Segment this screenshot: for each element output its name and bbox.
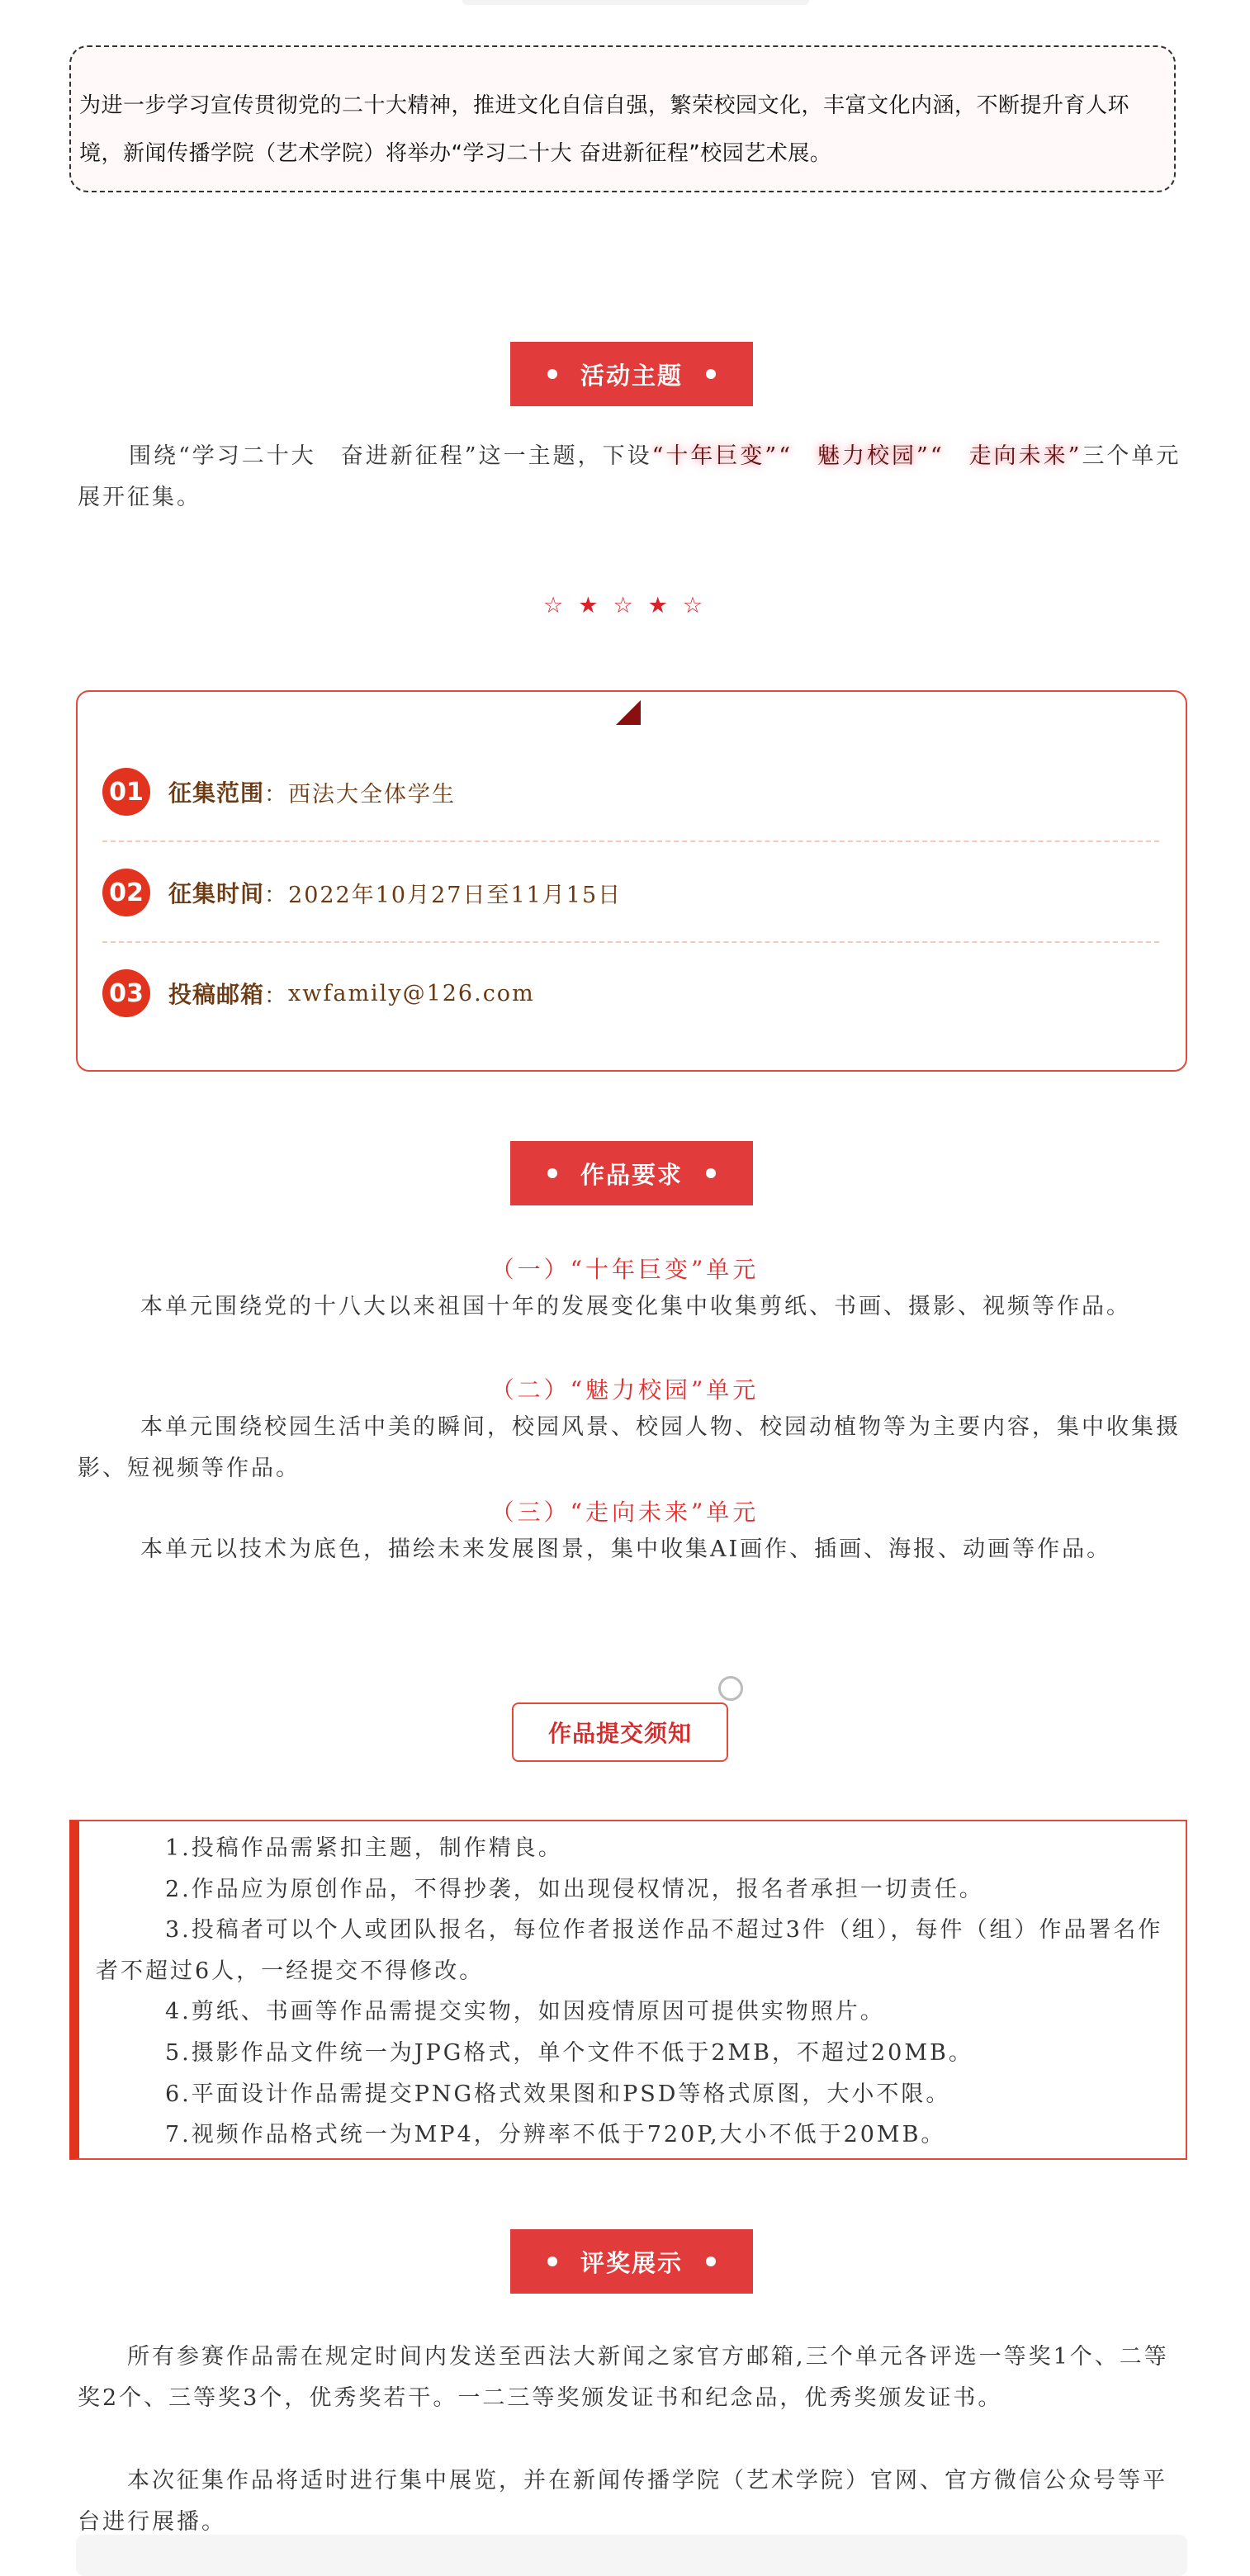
- theme-heading-label: 活动主题: [580, 361, 683, 390]
- rule-item: 1.投稿作品需紧扣主题，制作精良。: [165, 1835, 563, 1861]
- info-label: 征集范围: [168, 779, 265, 807]
- theme-heading: [510, 342, 753, 406]
- corner-triangle-icon: [616, 700, 641, 725]
- rules-box: [69, 1820, 1187, 2160]
- info-sep: ：: [264, 882, 289, 908]
- rule-item: 7.视频作品格式统一为MP4，分辨率不低于720P,大小不低于20MB。: [165, 2122, 946, 2148]
- dot-icon: [706, 2256, 716, 2266]
- unit-title: （三）“走向未来”单元: [490, 1499, 760, 1526]
- info-value: 2022年10月27日至11月15日: [288, 882, 623, 908]
- star-outline-icon: ☆: [543, 593, 564, 618]
- rule-item: 2.作品应为原创作品，不得抄袭，如出现侵权情况，报名者承担一切责任。: [165, 1876, 984, 1902]
- info-value: 西法大全体学生: [288, 781, 457, 807]
- dot-icon: [547, 369, 557, 379]
- number-badge: 03: [102, 969, 150, 1017]
- star-filled-icon: ★: [578, 593, 599, 618]
- info-label: 征集时间: [168, 880, 265, 907]
- top-divider: [462, 0, 809, 5]
- awards-heading-label: 评奖展示: [580, 2248, 683, 2277]
- rule-item: 3.投稿者可以个人或团队报名，每位作者报送作品不超过3件（组），每件（组）作品署名作者不超过6人，一经提交不得修改。: [96, 1917, 1163, 1984]
- dashed-divider: [102, 841, 1159, 842]
- dashed-divider: [102, 941, 1159, 943]
- awards-heading: [510, 2229, 753, 2294]
- star-divider: [543, 593, 703, 618]
- unit-text: 本单元围绕校园生活中美的瞬间，校园风景、校园人物、校园动植物等为主要内容，集中收集摄影、短视频等作品。: [78, 1414, 1181, 1481]
- rule-item: 4.剪纸、书画等作品需提交实物，如因疫情原因可提供实物照片。: [165, 1999, 885, 2025]
- theme-paragraph: [78, 436, 1184, 519]
- email-link[interactable]: xwfamily@126.com: [288, 980, 535, 1006]
- bottom-bar: [76, 2535, 1187, 2576]
- awards-paragraph: 本次征集作品将适时进行集中展览，并在新闻传播学院（艺术学院）官网、官方微信公众号等平台进行展播。: [78, 2468, 1167, 2535]
- theme-text: 围绕“学习二十大 奋进新征程”这一主题，下设: [129, 443, 652, 469]
- notice-heading: 作品提交须知: [512, 1702, 728, 1762]
- info-label: 投稿邮箱: [168, 981, 265, 1008]
- dot-icon: [547, 2256, 557, 2266]
- loading-spinner-icon: [718, 1676, 743, 1701]
- unit-title: （一）“十年巨变”单元: [490, 1256, 760, 1283]
- unit-title: （二）“魅力校园”单元: [490, 1376, 760, 1404]
- requirements-heading: [510, 1141, 753, 1205]
- dot-icon: [706, 369, 716, 379]
- theme-highlight: “十年巨变”“ 魅力校园”“ 走向未来”: [651, 443, 1082, 469]
- dot-icon: [547, 1168, 557, 1178]
- rule-item: 6.平面设计作品需提交PNG格式效果图和PSD等格式原图，大小不限。: [165, 2081, 951, 2107]
- dot-icon: [706, 1168, 716, 1178]
- intro-text: 为进一步学习宣传贯彻党的二十大精神，推进文化自信自强，繁荣校园文化，丰富文化内涵，不断提升育人环境，新闻传播学院（艺术学院）将举办“学习二十大 奋进新征程”校园艺术展。: [79, 93, 1130, 166]
- unit-text: 本单元以技术为底色，描绘未来发展图景，集中收集AI画作、插画、海报、动画等作品。: [140, 1537, 1112, 1562]
- rule-item: 5.摄影作品文件统一为JPG格式，单个文件不低于2MB，不超过20MB。: [165, 2039, 973, 2066]
- star-outline-icon: ☆: [682, 593, 703, 618]
- star-filled-icon: ★: [647, 593, 668, 618]
- info-row-email: [102, 969, 535, 1017]
- requirements-heading-label: 作品要求: [580, 1160, 683, 1189]
- awards-paragraph: 所有参赛作品需在规定时间内发送至西法大新闻之家官方邮箱,三个单元各评选一等奖1个、二等奖2个、三等奖3个，优秀奖若干。一二三等奖颁发证书和纪念品，优秀奖颁发证书。: [78, 2344, 1169, 2411]
- info-row-scope: [102, 768, 456, 816]
- star-outline-icon: ☆: [613, 593, 633, 618]
- theme-text: 三个单元展开征集。: [78, 443, 1181, 510]
- intro-box: [69, 45, 1176, 192]
- info-row-time: [102, 869, 622, 916]
- number-badge: 02: [102, 869, 150, 916]
- number-badge: 01: [102, 768, 150, 816]
- unit-text: 本单元围绕党的十八大以来祖国十年的发展变化集中收集剪纸、书画、摄影、视频等作品。: [140, 1294, 1131, 1319]
- info-sep: ：: [264, 781, 289, 807]
- info-sep: ：: [264, 983, 289, 1009]
